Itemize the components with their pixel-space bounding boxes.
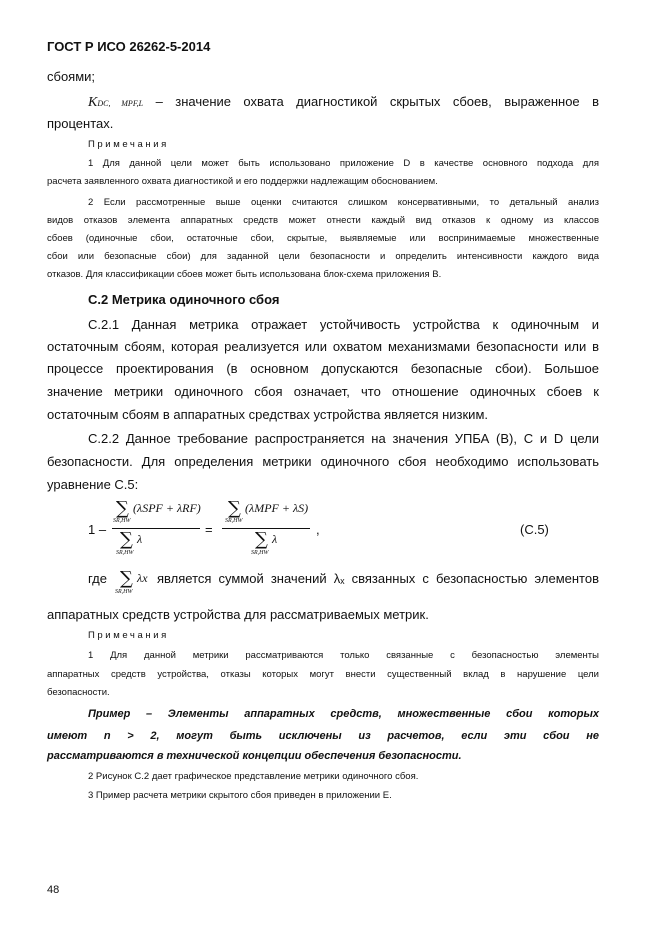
note-line: сбоев (одиночные сбои, остаточные сбои, скрытые, выявляемые или воспринимаемые множественные <box>47 233 599 244</box>
note-line: 2 Рисунок С.2 дает графическое представление метрики одиночного сбоя. <box>88 771 419 782</box>
where-lambda: λx <box>137 571 148 585</box>
equation-lhs: 1 – <box>88 522 107 537</box>
note-line: безопасности. <box>47 687 110 698</box>
para-line: аппаратных средств устройства для рассматриваемых метрик. <box>47 607 429 622</box>
note-line: сбои или безопасные сбои) для заданной цели безопасности и определить интенсивности каждого вида <box>47 251 599 262</box>
note-line: 2 Если рассмотренные выше оценки считаются слишком консервативными, то детальный анализ <box>88 197 599 208</box>
example-line: Пример – Элементы аппаратных средств, множественные сбои которых <box>88 708 599 720</box>
sum-index: SR,HW <box>251 550 269 556</box>
para-line: значение метрики одиночного сбоя означает, что отношение одиночных сбоев к <box>47 384 599 399</box>
text-line: процентах. <box>47 116 114 131</box>
kdc-definition <box>88 91 599 115</box>
page-number: 48 <box>47 884 60 896</box>
kdc-text: – значение охвата диагностикой скрытых сбоев, выраженное в <box>155 94 599 109</box>
equals-sign: = <box>205 522 213 537</box>
note-line: 1 Для данной цели может быть использовано приложение D в качестве основного подхода для <box>88 158 599 169</box>
numerator-right: (λMPF + λS) <box>245 501 309 515</box>
example-line: рассматриваются в технической концепции обеспечения безопасности. <box>47 750 462 762</box>
note-line: 1 Для данной метрики рассматриваются только связанные с безопасностью элементы <box>88 650 599 661</box>
sum-symbol: ∑ <box>116 498 129 519</box>
text-line: сбоями; <box>47 69 96 84</box>
para-line: С.2.2 Данное требование распространяется на значения УПБА (В), С и D цели <box>88 431 599 446</box>
notes-title: Примечания <box>88 139 169 150</box>
note-line: видов отказов элемента аппаратных средств может отнести каждый вид отказов к одному из классов <box>47 215 599 226</box>
note-line: отказов. Для классификации сбоев может быть использована блок-схема приложения В. <box>47 269 442 280</box>
sum-index: SR,HW <box>113 518 131 524</box>
sum-symbol: ∑ <box>120 529 133 550</box>
denominator-left: λ <box>137 532 143 546</box>
sum-symbol: ∑ <box>120 568 133 589</box>
note-line: 3 Пример расчета метрики скрытого сбоя приведен в приложении Е. <box>88 790 392 801</box>
where-text: является суммой значений λₓ связанных с безопасностью элементов <box>157 571 599 586</box>
kdc-subscript: DC, MPF,L <box>97 99 144 108</box>
para-line: уравнение С.5: <box>47 477 139 492</box>
note-line: расчета заявленного охвата диагностикой и его поддержки надлежащим обоснованием. <box>47 176 438 187</box>
sum-symbol: ∑ <box>255 529 268 550</box>
kdc-symbol: K <box>88 95 98 110</box>
example-line: имеют n > 2, могут быть исключены из расчетов, если эти сбои не <box>47 730 599 742</box>
document-header: ГОСТ Р ИСО 26262-5-2014 <box>47 39 211 54</box>
equation-comma: , <box>316 522 320 537</box>
para-line: остаточным сбоям, которая реализуется или охватом механизмами безопасности или в <box>47 339 599 354</box>
sum-index: SR,HW <box>225 518 243 524</box>
equation-c5 <box>0 495 661 565</box>
para-line: процессе проектирования (в основном допускаются безопасные сбои). Большое <box>47 361 599 376</box>
para-line: остаточным сбоям в аппаратных средствах устройства является низким. <box>47 407 488 422</box>
section-heading: С.2 Метрика одиночного сбоя <box>88 292 280 307</box>
sum-index: SR,HW <box>116 550 134 556</box>
denominator-right: λ <box>272 532 278 546</box>
para-line: С.2.1 Данная метрика отражает устойчивость устройства к одиночным и <box>88 317 599 332</box>
equation-number: (С.5) <box>520 522 549 537</box>
where-label: где <box>88 571 107 586</box>
sum-symbol: ∑ <box>228 498 241 519</box>
sum-index: SR,HW <box>115 589 133 595</box>
note-line: аппаратных средств устройства, отказы которых могут внести существенный вклад в нарушение цели <box>47 669 599 680</box>
notes-title: Примечания <box>88 630 169 641</box>
numerator-left: (λSPF + λRF) <box>133 501 201 515</box>
para-line: безопасности. Для определения метрики одиночного сбоя необходимо использовать <box>47 454 599 469</box>
